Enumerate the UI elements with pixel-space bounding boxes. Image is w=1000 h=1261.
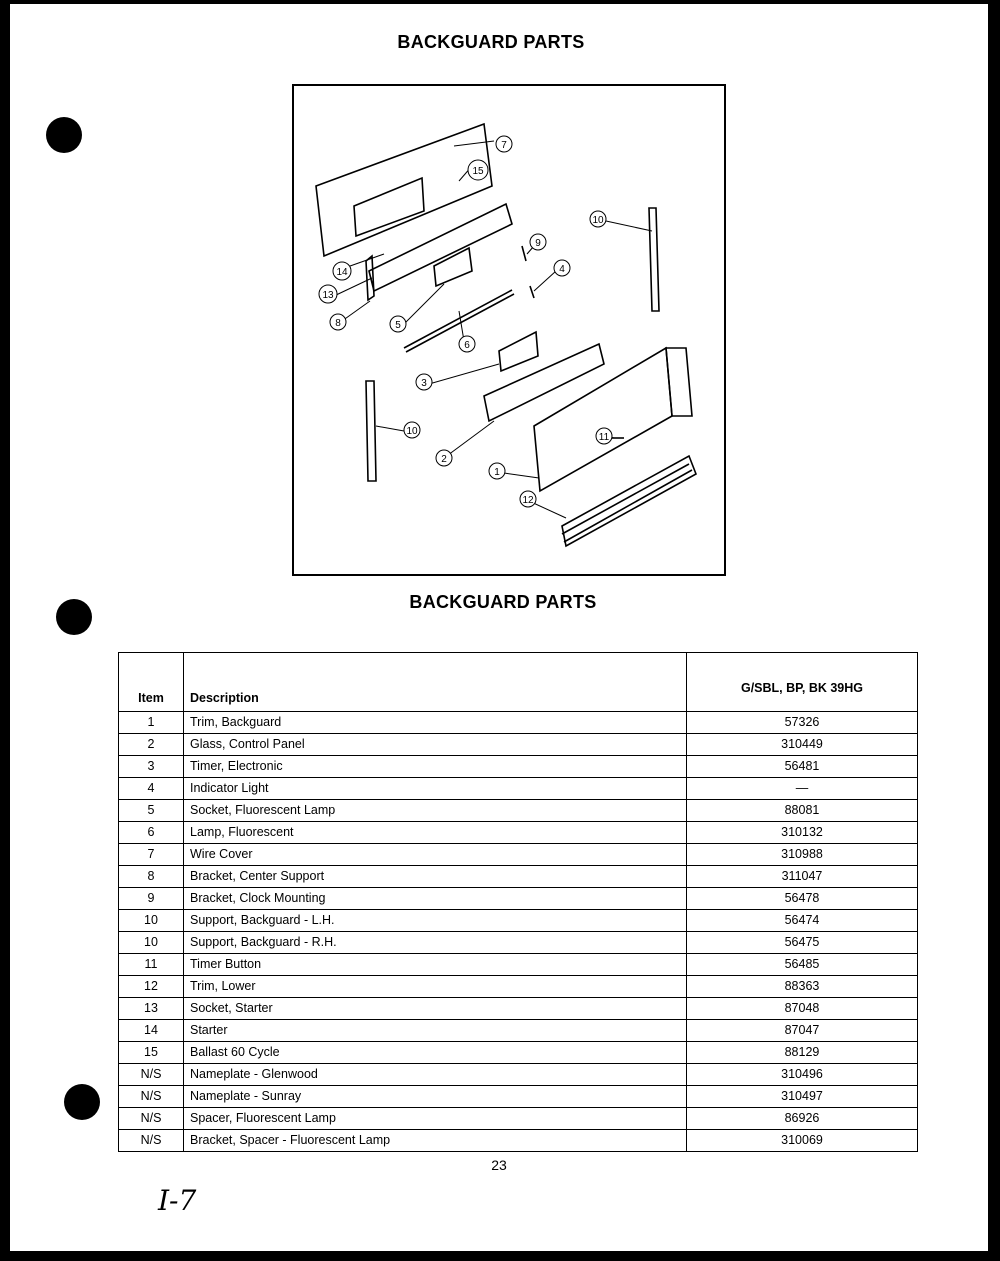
item-cell: N/S — [119, 1130, 184, 1152]
item-cell: 14 — [119, 1020, 184, 1042]
table-row — [119, 712, 918, 734]
column-header-model: G/SBL, BP, BK 39HG — [687, 653, 918, 712]
item-cell: 1 — [119, 712, 184, 734]
table-row — [119, 888, 918, 910]
item-cell: 3 — [119, 756, 184, 778]
part-number-cell: 310132 — [687, 822, 918, 844]
page-number: 23 — [491, 1157, 507, 1173]
item-cell: 6 — [119, 822, 184, 844]
table-row — [119, 822, 918, 844]
callout-4-label: 4 — [559, 264, 565, 275]
description-cell: Socket, Starter — [184, 998, 687, 1020]
description-cell: Support, Backguard - R.H. — [184, 932, 687, 954]
table-row — [119, 954, 918, 976]
column-header-item: Item — [119, 653, 184, 712]
callout-3-label: 3 — [421, 378, 427, 389]
callout-9-label: 9 — [535, 238, 541, 249]
description-cell: Bracket, Clock Mounting — [184, 888, 687, 910]
item-cell: 10 — [119, 932, 184, 954]
table-row — [119, 1020, 918, 1042]
table-row — [119, 1086, 918, 1108]
part-number-cell: 56485 — [687, 954, 918, 976]
description-cell: Support, Backguard - L.H. — [184, 910, 687, 932]
part-number-cell: 88363 — [687, 976, 918, 998]
item-cell: 5 — [119, 800, 184, 822]
table-row — [119, 1108, 918, 1130]
callout-11-label: 11 — [598, 432, 610, 443]
part-number-cell: 87047 — [687, 1020, 918, 1042]
item-cell: 15 — [119, 1042, 184, 1064]
binder-hole-top — [46, 117, 82, 153]
description-cell: Timer Button — [184, 954, 687, 976]
callout-1-label: 1 — [494, 467, 500, 478]
part-number-cell: — — [687, 778, 918, 800]
exploded-parts-diagram — [292, 84, 726, 576]
part-number-cell: 86926 — [687, 1108, 918, 1130]
binder-hole-bottom — [64, 1084, 100, 1120]
table-row — [119, 756, 918, 778]
callout-8-label: 8 — [335, 318, 341, 329]
table-row — [119, 778, 918, 800]
parts-table-body — [119, 712, 918, 1152]
part-number-cell: 88129 — [687, 1042, 918, 1064]
table-row — [119, 844, 918, 866]
table-row — [119, 866, 918, 888]
description-cell: Bracket, Spacer - Fluorescent Lamp — [184, 1130, 687, 1152]
item-cell: 8 — [119, 866, 184, 888]
part-number-cell: 310069 — [687, 1130, 918, 1152]
part-number-cell: 56481 — [687, 756, 918, 778]
table-row — [119, 1042, 918, 1064]
callout-6-label: 6 — [464, 340, 470, 351]
table-row — [119, 910, 918, 932]
item-cell: 10 — [119, 910, 184, 932]
part-number-cell: 56475 — [687, 932, 918, 954]
description-cell: Bracket, Center Support — [184, 866, 687, 888]
item-cell: 9 — [119, 888, 184, 910]
description-cell: Starter — [184, 1020, 687, 1042]
table-title: BACKGUARD PARTS — [409, 592, 597, 612]
part-number-cell: 57326 — [687, 712, 918, 734]
callout-15-label: 15 — [472, 166, 484, 177]
part-number-cell: 310988 — [687, 844, 918, 866]
item-cell: 2 — [119, 734, 184, 756]
callout-2-label: 2 — [441, 454, 447, 465]
table-row — [119, 1064, 918, 1086]
table-row — [119, 734, 918, 756]
table-row — [119, 976, 918, 998]
item-cell: 4 — [119, 778, 184, 800]
document-page — [10, 4, 988, 1251]
callout-10-rh-label: 10 — [592, 215, 604, 226]
part-number-cell: 310449 — [687, 734, 918, 756]
description-cell: Trim, Backguard — [184, 712, 687, 734]
description-cell: Ballast 60 Cycle — [184, 1042, 687, 1064]
diagram-drawing — [294, 86, 724, 574]
description-cell: Lamp, Fluorescent — [184, 822, 687, 844]
part-number-cell: 311047 — [687, 866, 918, 888]
description-cell: Timer, Electronic — [184, 756, 687, 778]
item-cell: N/S — [119, 1086, 184, 1108]
item-cell: N/S — [119, 1108, 184, 1130]
item-cell: 13 — [119, 998, 184, 1020]
table-row — [119, 932, 918, 954]
part-number-cell: 56478 — [687, 888, 918, 910]
table-header-row — [119, 653, 918, 712]
part-number-cell: 88081 — [687, 800, 918, 822]
description-cell: Indicator Light — [184, 778, 687, 800]
callout-13-label: 13 — [322, 290, 334, 301]
item-cell: 7 — [119, 844, 184, 866]
description-cell: Socket, Fluorescent Lamp — [184, 800, 687, 822]
description-cell: Trim, Lower — [184, 976, 687, 998]
part-number-cell: 310497 — [687, 1086, 918, 1108]
description-cell: Wire Cover — [184, 844, 687, 866]
description-cell: Nameplate - Glenwood — [184, 1064, 687, 1086]
callout-10-lh-label: 10 — [406, 426, 418, 437]
callout-12-label: 12 — [522, 495, 534, 506]
item-cell: 11 — [119, 954, 184, 976]
part-number-cell: 56474 — [687, 910, 918, 932]
callout-14-label: 14 — [336, 267, 348, 278]
table-row — [119, 1130, 918, 1152]
callout-5-label: 5 — [395, 320, 401, 331]
item-cell: N/S — [119, 1064, 184, 1086]
part-number-cell: 310496 — [687, 1064, 918, 1086]
parts-table — [118, 652, 918, 1152]
item-cell: 12 — [119, 976, 184, 998]
column-header-description: Description — [184, 653, 687, 712]
handwritten-mark: I-7 — [158, 1184, 197, 1217]
table-row — [119, 800, 918, 822]
part-number-cell: 87048 — [687, 998, 918, 1020]
description-cell: Nameplate - Sunray — [184, 1086, 687, 1108]
table-row — [119, 998, 918, 1020]
page-title: BACKGUARD PARTS — [397, 32, 585, 52]
description-cell: Spacer, Fluorescent Lamp — [184, 1108, 687, 1130]
description-cell: Glass, Control Panel — [184, 734, 687, 756]
callout-7-label: 7 — [501, 140, 507, 151]
